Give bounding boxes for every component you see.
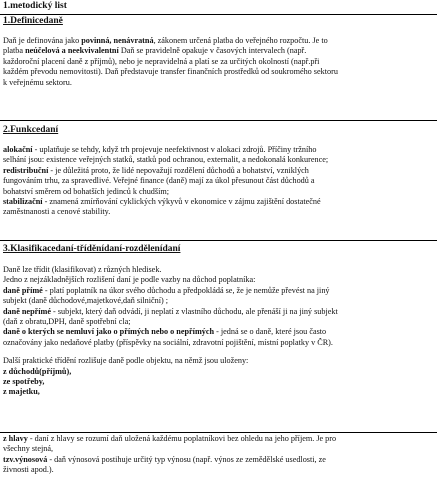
paragraph-gap (3, 348, 437, 356)
section-body (3, 434, 437, 476)
text-line: ze spotřeby, (3, 377, 45, 387)
text-line: z majetku, (3, 387, 40, 397)
text-line: bohatství směrem od bohatších jedinců k chudším; (3, 186, 169, 196)
text-line: subjekt (daně důchodové,majetkové,daň silniční) ; (3, 296, 169, 306)
document-title: 1.metodický list (3, 1, 67, 11)
text-line: fungováním trhu, za spravedlivé. Veřejné finance (daně) mají za úkol přesunout část důchodů a (3, 176, 315, 186)
title-section (0, 0, 437, 14)
text-line: daně nepřímé - subjekt, který daň odvádí, ji neplatí z vlastního důchodu, ale přenáší ji na jiný subjekt (3, 306, 338, 316)
text-line: redistribuční - je důležitá proto, že lidé nepovažují rozdělení důchodů a bohatství, vzniklých (3, 165, 309, 175)
text-line: k veřejnému sektoru. (3, 77, 72, 87)
section-body (3, 265, 437, 398)
text-line: tzv.výnosová - daň výnosová postihuje určitý typ výnosu (např. výnos ze zemědělské usedlosti, ze (3, 454, 326, 464)
section-body (3, 145, 437, 218)
text-line: označovány jako nedaňové platby (příspěvky na sociální, zdravotní pojištění, místní poplatky v ČR). (3, 337, 333, 347)
text-line: z důchodů(příjmů), (3, 366, 72, 376)
text-line: z hlavy - daní z hlavy se rozumí daň uložená každému poplatníkovi bez ohledu na jeho příjem. Je pro (3, 434, 337, 443)
text-line: Daně lze třídit (klasifikovat) z různých hledisek. (3, 265, 162, 274)
text-line: Daň je definována jako povinná, nenávratná, zákonem určená platba do veřejného rozpočtu. Je to (3, 36, 328, 45)
text-line: živnosti apod.). (3, 465, 54, 475)
text-line: selhání jsou: existence veřejných statků, statků pod ochranou, externalit, a nedokonalá konkurence; (3, 155, 329, 165)
section-body (3, 36, 437, 88)
text-line: Další praktické třídění rozlišuje daně podle objektu, na němž jsou uloženy: (3, 356, 249, 366)
text-line: všechny stejná, (3, 444, 54, 454)
text-line: každém převodu nemovitosti). Daň představuje transfer finančních prostředků od soukromého sektoru (3, 67, 338, 77)
section-heading: 1.Definicedaně (3, 16, 63, 26)
section-classification-continued (0, 432, 437, 495)
section-heading: 2.Funkcedaní (3, 125, 59, 135)
text-line: alokační - uplatňuje se tehdy, když trh projevuje neefektivnost v alokaci zdrojů. Příčiny tržního (3, 145, 317, 154)
text-line: zaměstnanosti a cenové stability. (3, 207, 111, 217)
text-line: každoroční placení daně z příjmů), nebo je nepravidelná a platí se za určitých okolností (např.při (3, 56, 320, 66)
section-definition (0, 14, 437, 120)
text-line: (daň z obratu,DPH, daně spotřební cla; (3, 317, 131, 327)
section-classification (0, 240, 437, 432)
text-line: Jedno z nejzákladnějších rozlišení daní je podle vazby na důchod poplatníka: (3, 275, 256, 285)
text-line: daně o kterých se nemluví jako o přímých nebo o nepřímých - jedná se o daně, které jsou často (3, 327, 327, 337)
section-functions (0, 120, 437, 240)
text-line: stabilizační - znamená zmírňování cyklických výkyvů v ekonomice v zájmu zajištění dostatečné (3, 197, 321, 207)
section-heading: 3.Klasifikacedaní-tříděnídaní-rozdělenídaní (3, 244, 181, 254)
text-line: daně přímé - platí poplatník na úkor svého důchodu a předpokládá se, že je nemůže převést na jiný (3, 285, 330, 295)
text-line: platba neúčelová a neekvivalentní Daň se pravidelně opakuje v časových intervalech (např. (3, 46, 307, 56)
